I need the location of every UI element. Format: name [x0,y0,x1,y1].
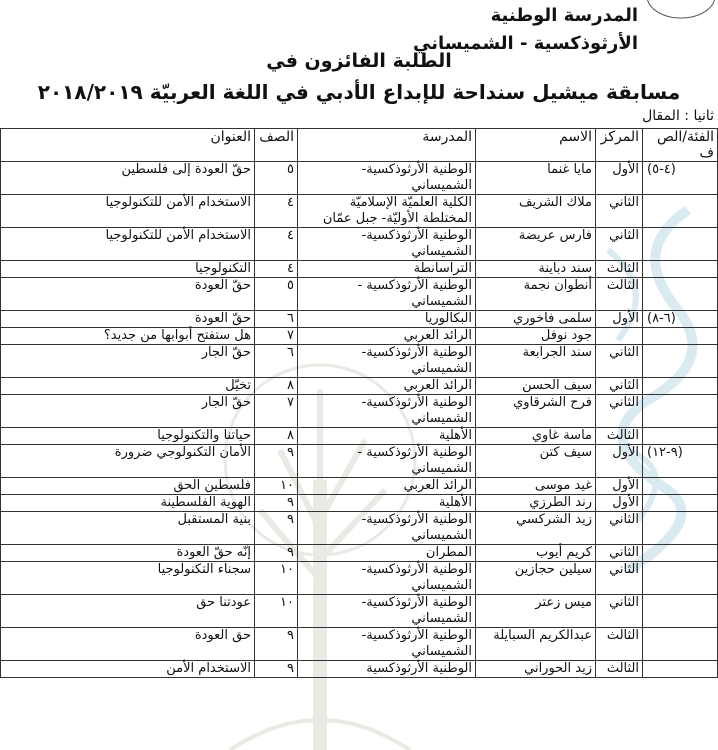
cell-school: الوطنية الأرثوذكسية- الشميساني [298,228,476,261]
cell-title: عودتنا حق [1,595,255,628]
table-row [1,595,718,628]
cell-school: الرائد العربي [298,328,476,345]
cell-category [643,595,718,628]
cell-rank: الأول [596,445,643,478]
cell-grade: ٤ [255,228,298,261]
cell-name: سلمى فاخوري [476,311,596,328]
cell-rank: الثاني [596,195,643,228]
school-logo [645,0,718,20]
table-row [1,545,718,562]
cell-school: الكلية العلميّة الإسلاميّة المختلطة الأوليّة- جبل عمّان [298,195,476,228]
cell-school: الوطنية الأرثوذكسية - الشميساني [298,278,476,311]
cell-school: البكالوريا [298,311,476,328]
cell-grade: ٤ [255,261,298,278]
table-row [1,378,718,395]
cell-school: الوطنية الأرثوذكسية- الشميساني [298,562,476,595]
cell-name: زيد الشركسي [476,512,596,545]
cell-school: الوطنية الأرثوذكسية- الشميساني [298,512,476,545]
table-header-row [1,129,718,162]
cell-school: الوطنية الأرثوذكسية- الشميساني [298,345,476,378]
table-row [1,661,718,678]
cell-school: الوطنية الأرثوذكسية - الشميساني [298,445,476,478]
cell-title: فلسطين الحق [1,478,255,495]
cell-grade: ٨ [255,378,298,395]
cell-rank [596,328,643,345]
cell-title: الهوية الفلسطينة [1,495,255,512]
cell-title: سجناء التكنولوجيا [1,562,255,595]
cell-grade: ١٠ [255,478,298,495]
school-name-line2: الأرثوذكسية - الشميساني [413,33,638,54]
section-subtitle: ثانيا : المقال [642,108,714,124]
cell-category [643,228,718,261]
cell-grade: ٨ [255,428,298,445]
cell-name: كريم أيوب [476,545,596,562]
cell-name: مايا غنما [476,162,596,195]
cell-school: الوطنية الأرثوذكسية- الشميساني [298,162,476,195]
table-row [1,628,718,661]
cell-name: رند الطرزي [476,495,596,512]
header-title: العنوان [1,129,255,162]
cell-category: (٩-١٢) [643,445,718,478]
cell-rank: الثالث [596,278,643,311]
cell-grade: ٩ [255,512,298,545]
cell-category [643,328,718,345]
cell-grade: ٩ [255,445,298,478]
cell-grade: ٩ [255,545,298,562]
cell-grade: ٧ [255,395,298,428]
table-row [1,428,718,445]
table-body [1,162,718,678]
table-row [1,512,718,545]
table-row [1,445,718,478]
cell-grade: ٦ [255,311,298,328]
cell-name: ماسة غاوي [476,428,596,445]
cell-school: الوطنية الأرثوذكسية- الشميساني [298,628,476,661]
cell-name: ميس زعتر [476,595,596,628]
cell-title: إنّه حقّ العودة [1,545,255,562]
cell-rank: الأول [596,495,643,512]
cell-rank: الثاني [596,595,643,628]
cell-grade: ٩ [255,495,298,512]
cell-name: سند الجرابعة [476,345,596,378]
cell-title: حقّ الجار [1,395,255,428]
cell-name: زيد الحوراني [476,661,596,678]
cell-rank: الثاني [596,545,643,562]
cell-category: (٤-٥) [643,162,718,195]
cell-name: فرح الشرقاوي [476,395,596,428]
cell-category: (٦-٨) [643,311,718,328]
cell-category [643,278,718,311]
page-title-line2: مسابقة ميشيل سنداحة للإبداع الأدبي في اللغة العربيّة ٢٠١٨/٢٠١٩ [37,80,681,104]
cell-rank: الثاني [596,228,643,261]
cell-name: أنطوان نجمة [476,278,596,311]
cell-grade: ٦ [255,345,298,378]
school-name-line1: المدرسة الوطنية [490,5,638,26]
cell-grade: ٤ [255,195,298,228]
cell-name: سيف الحسن [476,378,596,395]
cell-rank: الثالث [596,261,643,278]
cell-title: بنية المستقبل [1,512,255,545]
cell-name: ملاك الشريف [476,195,596,228]
cell-rank: الأول [596,478,643,495]
logo-seal-icon [645,0,718,20]
cell-grade: ٥ [255,278,298,311]
cell-name: سند دباينة [476,261,596,278]
cell-name: فارس عريضة [476,228,596,261]
cell-rank: الأول [596,162,643,195]
table-row [1,495,718,512]
header-rank: المركز [596,129,643,162]
cell-rank: الثالث [596,628,643,661]
cell-category [643,512,718,545]
cell-category [643,378,718,395]
cell-school: الوطنية الأرثوذكسية- الشميساني [298,395,476,428]
cell-title: حقّ العودة [1,278,255,311]
winners-table [0,128,718,678]
cell-rank: الثالث [596,428,643,445]
cell-category [643,478,718,495]
cell-category [643,428,718,445]
cell-title: تخيّل [1,378,255,395]
cell-title: حقّ العودة إلى فلسطين [1,162,255,195]
cell-grade: ٩ [255,628,298,661]
cell-category [643,661,718,678]
cell-name: سيلين حجازين [476,562,596,595]
cell-rank: الثاني [596,512,643,545]
cell-school: الرائد العربي [298,478,476,495]
cell-title: حياتنا والتكنولوجيا [1,428,255,445]
page-title: الطلبة الفائزون في [266,50,452,72]
cell-grade: ٧ [255,328,298,345]
cell-category [643,395,718,428]
header-grade: الصف [255,129,298,162]
cell-title: الاستخدام الأمن للتكنولوجيا [1,228,255,261]
cell-rank: الثاني [596,395,643,428]
cell-school: الوطنية الأرثوذكسية- الشميساني [298,595,476,628]
table-row [1,345,718,378]
cell-category [643,261,718,278]
cell-school: الوطنية الأرثوذكسية [298,661,476,678]
cell-category [643,545,718,562]
table-row [1,478,718,495]
header-school: المدرسة [298,129,476,162]
cell-title: الاستخدام الأمن [1,661,255,678]
cell-title: الأمان التكنولوجي ضرورة [1,445,255,478]
header-category: الفئة/الص ف [643,129,718,162]
cell-school: التراسانطة [298,261,476,278]
table-row [1,328,718,345]
cell-title: حقّ العودة [1,311,255,328]
cell-name: سيف كتن [476,445,596,478]
cell-title: حق العودة [1,628,255,661]
table-row [1,261,718,278]
cell-school: الرائد العربي [298,378,476,395]
table-row [1,395,718,428]
cell-grade: ٥ [255,162,298,195]
cell-school: المطران [298,545,476,562]
cell-title: حقّ الجار [1,345,255,378]
cell-rank: الثاني [596,345,643,378]
cell-rank: الثاني [596,378,643,395]
table-row [1,278,718,311]
cell-name: عبدالكريم السبايلة [476,628,596,661]
header-name: الاسم [476,129,596,162]
cell-category [643,562,718,595]
cell-title: هل ستفتح أبوابها من جديد؟ [1,328,255,345]
cell-title: التكنولوجيا [1,261,255,278]
cell-category [643,628,718,661]
cell-title: الاستخدام الأمن للتكنولوجيا [1,195,255,228]
table-row [1,162,718,195]
cell-school: الأهلية [298,428,476,445]
cell-category [643,495,718,512]
cell-grade: ٩ [255,661,298,678]
table-row [1,562,718,595]
cell-grade: ١٠ [255,595,298,628]
cell-rank: الثالث [596,661,643,678]
cell-category [643,195,718,228]
cell-name: جود نوفل [476,328,596,345]
table-row [1,195,718,228]
table-row [1,311,718,328]
cell-name: غيد موسى [476,478,596,495]
cell-grade: ١٠ [255,562,298,595]
cell-rank: الأول [596,311,643,328]
cell-rank: الثاني [596,562,643,595]
cell-school: الأهلية [298,495,476,512]
cell-category [643,345,718,378]
table-row [1,228,718,261]
